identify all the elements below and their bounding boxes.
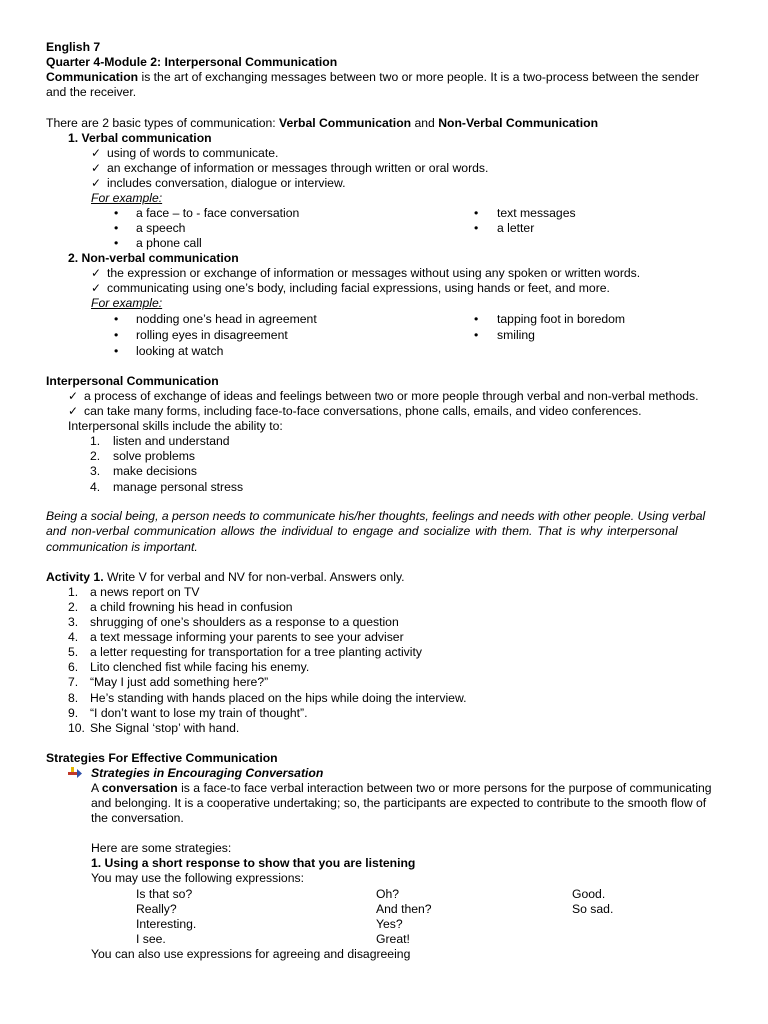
conversation-definition-cont: and belonging. It is a cooperative undertaking; so, the participants are expected to contribute to the smooth flow of	[91, 796, 707, 810]
list-item: 1.	[68, 585, 79, 599]
list-item	[474, 328, 478, 343]
nonverbal-example-left: rolling eyes in disagreement	[136, 328, 288, 342]
skill-item: listen and understand	[113, 434, 230, 448]
list-item	[114, 344, 118, 359]
interpersonal-heading: Interpersonal Communication	[46, 374, 219, 388]
skills-intro: Interpersonal skills include the ability to:	[68, 419, 283, 433]
activity-item: He’s standing with hands placed on the hips while doing the interview.	[90, 691, 467, 705]
list-item	[474, 312, 478, 327]
verbal-example-right: text messages	[497, 206, 576, 220]
list-item	[474, 206, 478, 221]
bullet-icon: •	[474, 221, 479, 235]
check-icon: ✓	[91, 281, 102, 295]
list-item: 8.	[68, 691, 79, 705]
activity-instruction: Activity 1. Write V for verbal and NV for non-verbal. Answers only.	[46, 570, 405, 584]
intro-definition-cont: and the receiver.	[46, 85, 137, 99]
verbal-example-left: a speech	[136, 221, 186, 235]
expression: And then?	[376, 902, 432, 916]
strategies-intro: Here are some strategies:	[91, 841, 232, 855]
activity-item: a child frowning his head in confusion	[90, 600, 293, 614]
arrow-bullet-icon	[68, 767, 82, 779]
nonverbal-example-left: looking at watch	[136, 344, 224, 358]
nonverbal-example-left: nodding one’s head in agreement	[136, 312, 317, 326]
bullet-icon: •	[474, 312, 479, 326]
verbal-example-label: For example:	[91, 191, 163, 205]
skill-item: manage personal stress	[113, 480, 244, 494]
verbal-check-item: ✓ using of words to communicate.	[91, 146, 279, 160]
list-item	[114, 312, 118, 327]
activity-item: a text message informing your parents to see your adviser	[90, 630, 404, 644]
list-item	[474, 221, 478, 236]
bullet-icon: •	[114, 221, 119, 235]
verbal-example-left: a phone call	[136, 236, 202, 250]
agreeing-intro: You can also use expressions for agreeing and disagreeing	[91, 947, 411, 961]
expression: So sad.	[572, 902, 614, 916]
skill-item: solve problems	[113, 449, 195, 463]
types-sentence: There are 2 basic types of communication: Verbal Communication and Non-Verbal Communication	[46, 116, 599, 130]
expression: Oh?	[376, 887, 400, 901]
list-item: 6.	[68, 660, 79, 674]
list-item: 4.	[68, 630, 79, 644]
list-item: 4.	[90, 480, 101, 494]
nonverbal-check-item: ✓ the expression or exchange of information or messages without using any spoken or written words.	[91, 266, 641, 280]
activity-item: “I don’t want to lose my train of thought”.	[90, 706, 308, 720]
intro-definition: Communication is the art of exchanging messages between two or more people. It is a two-process between the sender	[46, 70, 700, 84]
check-icon: ✓	[91, 146, 102, 160]
nonverbal-example-label: For example:	[91, 296, 163, 310]
nonverbal-example-right: smiling	[497, 328, 535, 342]
interpersonal-check-item: ✓ can take many forms, including face-to-face conversations, phone calls, emails, and video conferences.	[68, 404, 642, 418]
module-title: Quarter 4-Module 2: Interpersonal Communication	[46, 55, 338, 69]
expressions-intro: You may use the following expressions:	[91, 871, 304, 885]
list-item: 2.	[90, 449, 101, 463]
activity-item: She Signal ‘stop’ with hand.	[90, 721, 240, 735]
activity-item: a news report on TV	[90, 585, 200, 599]
expression: Good.	[572, 887, 606, 901]
bullet-icon: •	[114, 328, 119, 342]
document-subject: English 7	[46, 40, 101, 54]
paragraph-line: Being a social being, a person needs to communicate his/her thoughts, feelings and needs with other people. Using verbal	[46, 509, 706, 523]
verbal-check-item: ✓ an exchange of information or messages through written or oral words.	[91, 161, 489, 175]
activity-item: “May I just add something here?”	[90, 675, 269, 689]
conversation-definition: A conversation is a face-to face verbal interaction between two or more persons for the purpose of communicating	[91, 781, 712, 795]
activity-item: Lito clenched fist while facing his enemy.	[90, 660, 310, 674]
check-icon: ✓	[91, 266, 102, 280]
check-icon: ✓	[91, 176, 102, 190]
expression: Really?	[136, 902, 177, 916]
verbal-example-left: a face – to - face conversation	[136, 206, 300, 220]
activity-item: a letter requesting for transportation for a tree planting activity	[90, 645, 422, 659]
strategies-heading: Strategies For Effective Communication	[46, 751, 278, 765]
paragraph-line: communication is important.	[46, 540, 198, 554]
paragraph-line: and non-verbal communication allows the individual to engage and socialize with them. That is why interpersonal	[46, 524, 678, 538]
bullet-icon: •	[474, 328, 479, 342]
list-item	[114, 236, 118, 251]
bullet-icon: •	[474, 206, 479, 220]
list-item: 10.	[68, 721, 85, 735]
check-icon: ✓	[68, 404, 79, 418]
conversation-definition-cont: the conversation.	[91, 811, 184, 825]
check-icon: ✓	[91, 161, 102, 175]
list-item: 3.	[68, 615, 79, 629]
list-item: 7.	[68, 675, 79, 689]
intro-term: Communication	[46, 70, 139, 84]
expression: I see.	[136, 932, 166, 946]
nonverbal-heading: 2. Non-verbal communication	[68, 251, 239, 265]
strategy-1-heading: 1. Using a short response to show that you are listening	[91, 856, 416, 870]
list-item: 2.	[68, 600, 79, 614]
bullet-icon: •	[114, 344, 119, 358]
list-item: 3.	[90, 464, 101, 478]
expression: Is that so?	[136, 887, 193, 901]
expression: Yes?	[376, 917, 403, 931]
check-icon: ✓	[68, 389, 79, 403]
bullet-icon: •	[114, 312, 119, 326]
bullet-icon: •	[114, 236, 119, 250]
list-item	[114, 206, 118, 221]
list-item	[114, 328, 118, 343]
strategies-subheading: Strategies in Encouraging Conversation	[91, 766, 324, 780]
list-item	[114, 221, 118, 236]
verbal-example-right: a letter	[497, 221, 535, 235]
expression: Interesting.	[136, 917, 197, 931]
activity-item: shrugging of one’s shoulders as a response to a question	[90, 615, 399, 629]
nonverbal-check-item: ✓ communicating using one’s body, including facial expressions, using hands or feet, and more.	[91, 281, 610, 295]
verbal-check-item: ✓ includes conversation, dialogue or interview.	[91, 176, 346, 190]
verbal-heading: 1. Verbal communication	[68, 131, 212, 145]
nonverbal-example-right: tapping foot in boredom	[497, 312, 626, 326]
list-item: 9.	[68, 706, 79, 720]
list-item: 5.	[68, 645, 79, 659]
interpersonal-check-item: ✓ a process of exchange of ideas and feelings between two or more people through verbal and non-verbal methods.	[68, 389, 699, 403]
list-item: 1.	[90, 434, 101, 448]
bullet-icon: •	[114, 206, 119, 220]
skill-item: make decisions	[113, 464, 197, 478]
expression: Great!	[376, 932, 410, 946]
